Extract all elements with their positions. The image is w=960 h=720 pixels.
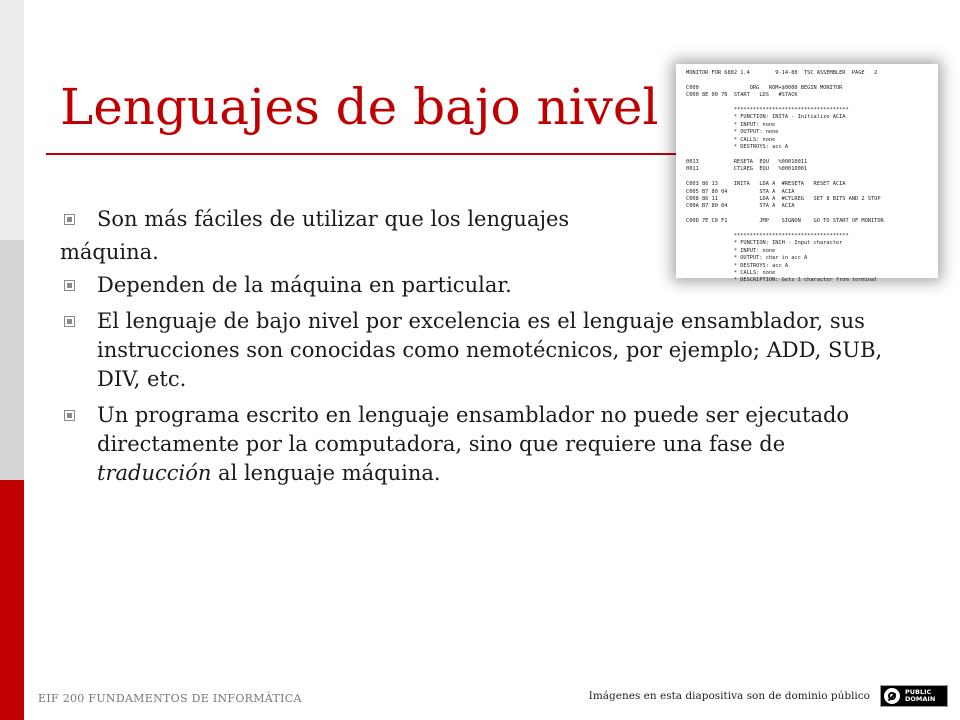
listing-line (686, 100, 928, 107)
bullet-text: El lenguaje de bajo nivel por excelencia es el lenguaje ensamblador, sus instrucciones son conocidas como nemotécnicos, por ejemplo; ADD, SUB, DIV, etc. (97, 309, 883, 391)
listing-line: ************************************ (686, 232, 849, 239)
square-bullet-icon (64, 280, 75, 291)
listing-line (686, 77, 928, 84)
listing-line: * CALLS: none (686, 269, 776, 276)
bullet-continuation: máquina. (60, 240, 159, 264)
listing-line: MONITOR FOR 6802 1.4 9-14-80 TSC ASSEMBLER PAGE 2 (686, 70, 878, 76)
listing-line: * FUNCTION: INITA - Initialize ACIA (686, 114, 846, 121)
bullet-text-after: al lenguaje máquina. (211, 461, 441, 485)
listing-line: C00A B7 80 04 STA A ACIA (686, 203, 795, 210)
listing-line: * DESTROYS: acc A (686, 262, 789, 269)
slide-body (60, 205, 900, 488)
square-bullet-icon (64, 410, 75, 421)
square-bullet-icon (64, 316, 75, 327)
listing-line: * INPUT: none (686, 121, 776, 128)
left-accent-bar-light (0, 0, 24, 240)
left-accent-bar-gray (0, 240, 24, 480)
listing-line: * DESTROYS: acc A (686, 144, 789, 151)
listing-line: C000 ORG ROM+$0000 BEGIN MONITOR (686, 84, 843, 91)
public-domain-icon (884, 688, 900, 704)
bullet-text-before: Un programa escrito en lenguaje ensamblador no puede ser ejecutado directamente por la computadora, sino que requiere una fase de (97, 403, 850, 456)
listing-line: * INPUT: none (686, 247, 776, 254)
listing-line: C00D 7E C0 F1 JMP SIGNON GO TO START OF MONITOR (686, 218, 884, 225)
emphasis-text: traducción (97, 461, 212, 485)
public-domain-label: PUBLIC DOMAIN (905, 688, 936, 703)
listing-line: C003 86 13 INITA LDA A #RESETA RESET ACIA (686, 181, 846, 188)
listing-line: * OUTPUT: none (686, 129, 779, 136)
listing-line: * OUTPUT: char in acc A (686, 255, 808, 262)
listing-line: ************************************ (686, 107, 849, 114)
listing-line: C000 8E 00 70 START LDS #STACK (686, 92, 798, 99)
listing-line (686, 151, 928, 158)
bullet-text: Dependen de la máquina en particular. (97, 273, 512, 297)
public-domain-badge (880, 685, 948, 707)
listing-line: * CALLS: none (686, 136, 776, 143)
slide-title: Lenguajes de bajo nivel (60, 78, 659, 136)
title-underline (46, 153, 686, 155)
footer-course-name: EIF 200 FUNDAMENTOS DE INFORMÁTICA (38, 692, 302, 705)
bullet-item (60, 205, 900, 234)
listing-line: * DESCRIPTION: Gets 1 character from terminal (686, 277, 878, 284)
listing-line: C005 B7 80 04 STA A ACIA (686, 188, 795, 195)
bullet-text (97, 401, 900, 488)
bullet-item (60, 271, 900, 300)
footer-image-credit: Imágenes en esta diapositiva son de dominio público (588, 690, 870, 702)
square-bullet-icon (64, 214, 75, 225)
listing-line: 0011 CTLREG EQU %00010001 (686, 166, 808, 173)
bullet-item (60, 401, 900, 488)
left-accent-bar-red (0, 480, 24, 720)
listing-line: * FUNCTION: INCH - Input character (686, 240, 843, 247)
listing-line: 0013 RESETA EQU %00010011 (686, 158, 808, 165)
bullet-text: Son más fáciles de utilizar que los lenguajes (97, 207, 570, 231)
listing-line (686, 174, 928, 181)
listing-line: C008 86 11 LDA A #CTLREG SET 8 BITS AND 2 STOP (686, 195, 881, 202)
bullet-item (60, 307, 900, 394)
